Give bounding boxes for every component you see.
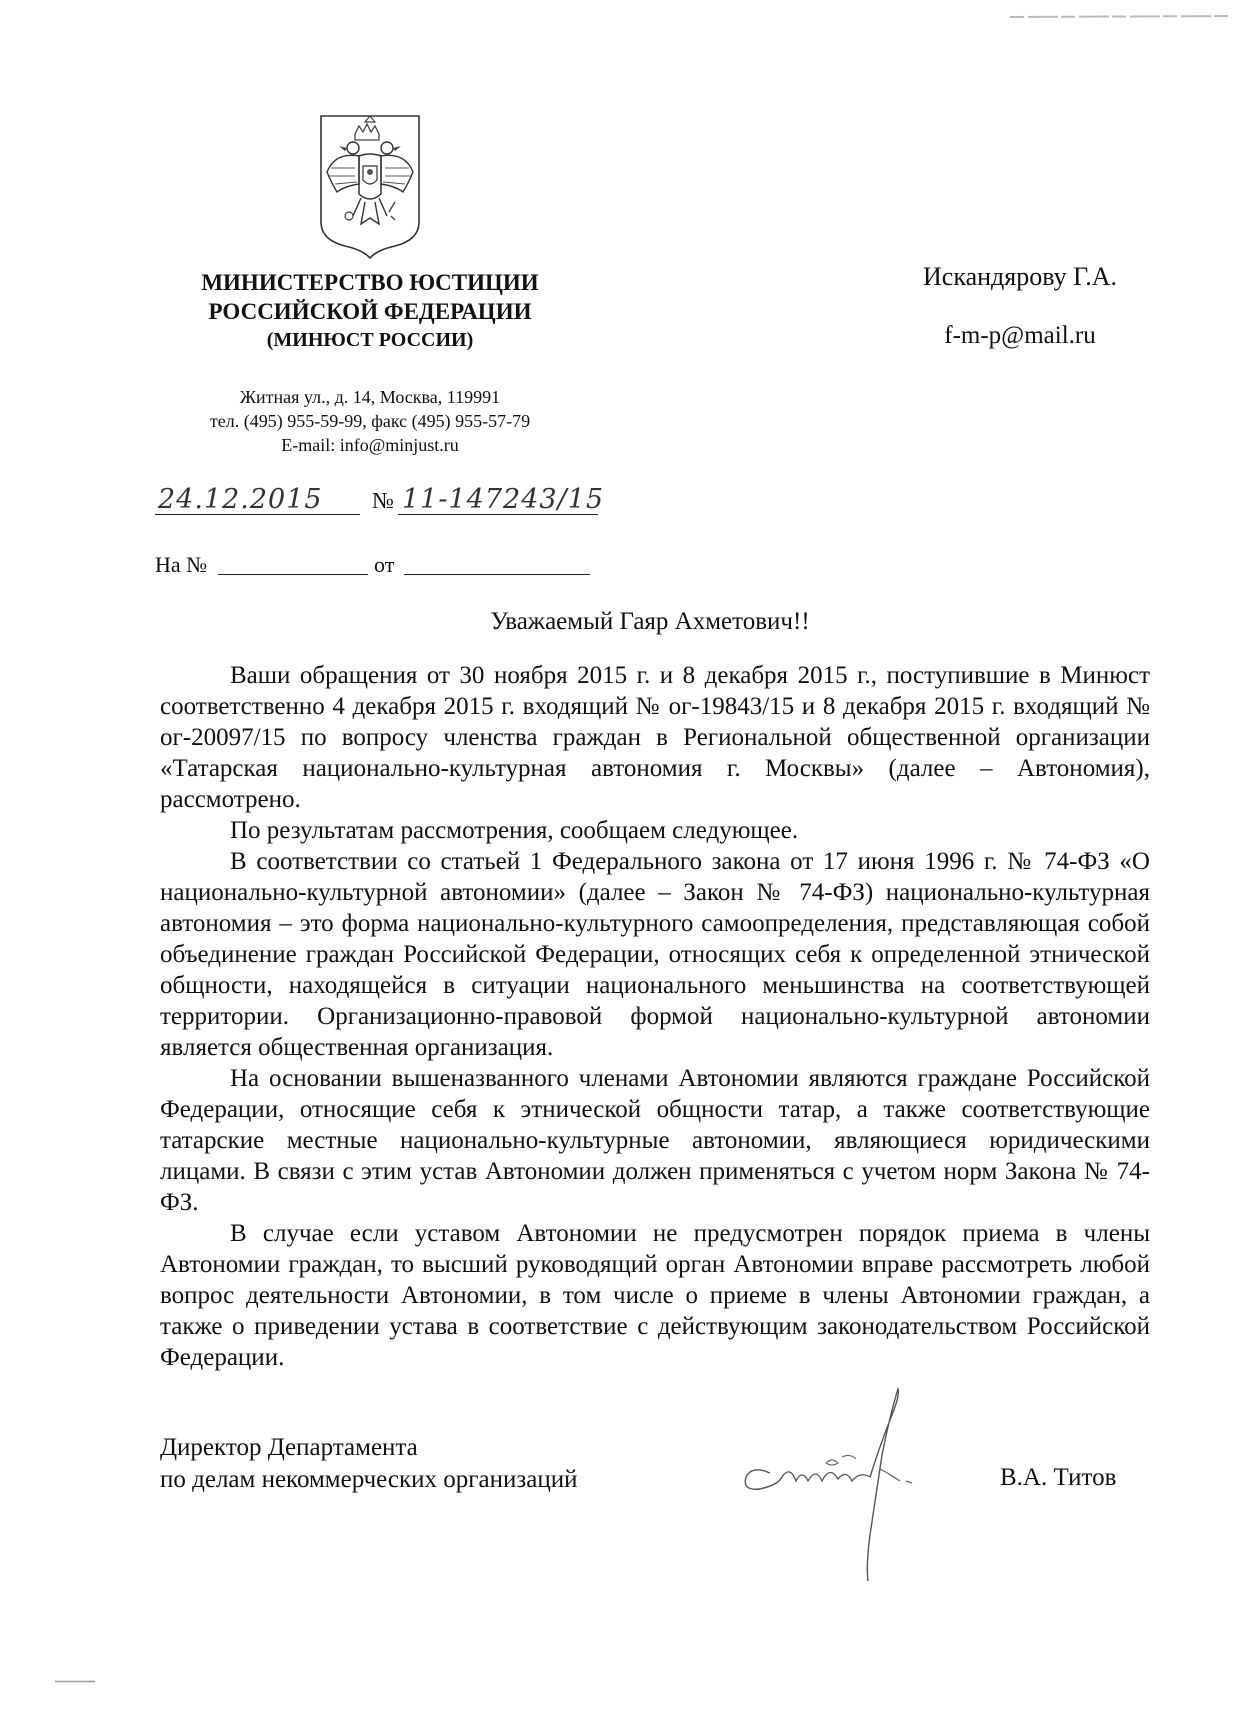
registration-number: 11-147243/15 [402,484,605,515]
reference-number-line [218,574,368,575]
body-paragraph: Ваши обращения от 30 ноября 2015 г. и 8 декабря 2015 г., поступившие в Минюст соответственно 4 декабря 2015 г. входящий № ог-19843/15 и 8 декабря 2015 г. входящий № ог-20097/15 по вопросу членства граждан в Региональной общественной организации «Татарская национально-культурная автономия г. Москвы» (далее – Автономия), рассмотрено. [160,662,1150,813]
registration-date: 24.12.2015 [158,484,323,515]
registration-number-label: № [372,488,394,513]
reference-number-label: На № [155,552,208,577]
body-paragraph: На основании вышеназванного членами Автономии являются граждане Российской Федерации, относящие себя к этнической общности татар, а также соответствующие татарские местные национально-культурные автономии, являющиеся юридическими лицами. В связи с этим устав Автономии должен применяться с учетом норм Закона № 74-ФЗ. [160,1065,1150,1216]
signatory-title-line2: по делам некоммерческих организаций [160,1466,578,1493]
signatory-name: В.А. Титов [1000,1464,1117,1491]
scan-mark [1010,14,1230,20]
signatory-title-line1: Директор Департамента [160,1434,418,1461]
reference-date-line [404,574,590,575]
ministry-header [150,268,590,355]
addressee-name: Искандярову Г.А. [923,262,1117,291]
body-paragraph: В соответствии со статьей 1 Федерального закона от 17 июня 1996 г. № 74-ФЗ «О национально-культурной автономии» (далее – Закон № 74-ФЗ) национально-культурная автономия – это форма национально-культурного самоопределения, представляющая собой объединение граждан Российской Федерации, относящих себя к определенной этнической общности, находящейся в ситуации национального меньшинства на соответствующей территории. Организационно-правовой формой национально-культурной автономии является общественная организация. [160,848,1150,1061]
ministry-name-line2: РОССИЙСКОЙ ФЕДЕРАЦИИ [208,299,532,324]
body-paragraph: В случае если уставом Автономии не предусмотрен порядок приема в члены Автономии граждан, то высший руководящий орган Автономии вправе рассмотреть любой вопрос деятельности Автономии, в том числе о приеме в члены Автономии граждан, а также о приведении устава в соответствие с действующим законодательством Российской Федерации. [160,1220,1150,1371]
letter-body [160,660,1150,1373]
ministry-name-line1: МИНИСТЕРСТВО ЮСТИЦИИ [201,270,539,295]
greeting: Уважаемый Гаяр Ахметович!! [490,608,810,635]
scan-mark [55,1680,95,1683]
reference-date-label: от [374,552,395,577]
address-email: E-mail: info@minjust.ru [281,435,459,455]
address-street: Житная ул., д. 14, Москва, 119991 [239,387,501,407]
addressee-email: f-m-p@mail.ru [944,322,1096,349]
ministry-address [150,385,590,457]
handwritten-signature [730,1385,940,1585]
address-phone: тел. (495) 955-59-99, факс (495) 955-57-79 [209,411,531,431]
russian-coat-of-arms-icon [315,112,425,260]
signatory-title [160,1432,577,1496]
ministry-abbreviation: (МИНЮСТ РОССИИ) [266,329,474,351]
body-paragraph: По результатам рассмотрения, сообщаем следующее. [230,817,799,844]
